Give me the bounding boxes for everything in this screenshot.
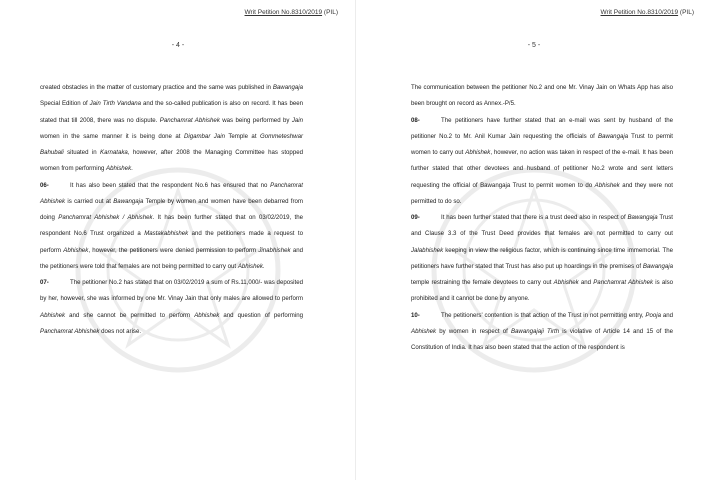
page-body-text (40, 80, 303, 340)
italic-term: Abhishek (237, 262, 263, 270)
italic-term: Panchamrat Abhishek (159, 116, 220, 124)
paragraph (40, 275, 303, 340)
text-run: . It has been further stated that on 03/02/2019, the respondent No.6 Trust organized a (40, 214, 304, 238)
italic-term: Jalabhishek (411, 246, 444, 254)
paragraph-number: 06- (40, 181, 49, 189)
case-type: (PIL) (678, 9, 694, 16)
paragraph (40, 80, 303, 178)
text-run: and (578, 279, 594, 286)
italic-term: Bawangaja (113, 197, 144, 205)
text-run: It has also been stated that the respondent No.6 has ensured that no (70, 181, 271, 189)
text-run: Temple by women and women have been debarred from doing (40, 197, 303, 221)
italic-term: Digambar Jain (183, 132, 225, 140)
document-page-right (356, 0, 712, 480)
italic-term: Abhishek (594, 181, 620, 189)
text-run: keeping in view the religious factor, which is continuing since time immemorial. The petitioners have further stated that Trust has also put up hoardings in the premises of (411, 246, 673, 270)
text-run: Trust to permit women to carry out (411, 132, 673, 156)
case-reference: Writ Petition No.8310/2019 (600, 9, 679, 16)
italic-term: Bawangaja (627, 214, 658, 221)
page-number: - 4 - (171, 42, 185, 49)
text-run: was being performed by (219, 116, 292, 124)
italic-term: Panchamrat Abhishek (40, 327, 100, 335)
text-run: , however, no action was taken in respect of the e-mail. It has been further stated that other devotees and husband of petitioner No.2 wrote and sent letters requesting the official of Bawangaja Trust to permit women to do (411, 149, 673, 189)
paragraph-number: 09- (411, 214, 420, 221)
italic-term: Abhishek (194, 311, 220, 319)
page-number: - 5 - (527, 42, 541, 49)
italic-term: Bawangaja (272, 84, 303, 91)
text-run: does not arise. (99, 327, 142, 335)
text-run: , however, after 2008 the Managing Committee has stopped women from performing (40, 149, 303, 173)
text-run: and she cannot be permitted to perform (65, 311, 195, 319)
text-run: is violative of Article 14 and 15 of the Constitution of India. It has also been stated that the action of the respondent is (411, 327, 674, 351)
text-run: It has been further stated that there is a trust deed also in respect of (441, 214, 628, 221)
italic-term: Pooja (645, 311, 661, 319)
italic-term: Bawangajaji Tirth (510, 327, 560, 335)
text-run: and question of performing (219, 311, 304, 319)
text-run: is carried out at (65, 197, 114, 205)
italic-term: Abhishek (465, 149, 491, 156)
italic-term: Bawangaja (597, 132, 629, 140)
paragraph (411, 210, 673, 308)
italic-term: Abhishek (411, 327, 437, 335)
text-run: by women in respect of (436, 327, 511, 335)
text-run: situated in (63, 149, 100, 156)
text-run: Special Edition of (40, 100, 90, 108)
italic-term: Bawangaja (642, 262, 673, 270)
paragraph (411, 80, 673, 113)
italic-term: Panchamrat Abhishek / Abhishek (58, 214, 153, 221)
paragraph-number: 07- (40, 279, 49, 286)
text-run: and the petitioners made a request to perform (40, 230, 303, 254)
italic-term: Abhishek (553, 279, 579, 286)
page-header (245, 9, 338, 16)
text-run: The petitioners' contention is that action of the Trust in not permitting entry, (441, 311, 646, 319)
text-run: The communication between the petitioner No.2 and one Mr. Vinay Jain on Whats App has also been brought on record as Annex.-P/5. (411, 84, 673, 108)
text-run: temple restraining the female devotees to carry out (411, 279, 554, 286)
text-run: Temple at (225, 132, 260, 140)
italic-term: Jain Tirth Vandana (89, 100, 142, 108)
italic-term: Abhishek (63, 246, 89, 254)
text-run: created obstacles in the matter of customary practice and the same was published in (40, 84, 273, 91)
text-run: and the petitioners were told that females are not being permitted to carry out (40, 246, 303, 270)
text-run: Trust and Clause 3.3 of the Trust Deed provides that females are not permitted to carry out (411, 214, 673, 238)
italic-term: Gommeteshwar Bahubali (40, 132, 303, 156)
italic-term: Mastakabhishek (144, 230, 189, 238)
text-run: women in the same manner it is being done at (40, 132, 184, 140)
case-type: (PIL) (322, 9, 338, 16)
italic-term: Abhishek (106, 165, 132, 173)
italic-term: Abhishek (40, 311, 66, 319)
text-run: and the so-called publication is also on record. It has been stated that till 2008, there was no dispute. (40, 100, 304, 124)
text-run: is also prohibited and it cannot be done by anyone. (411, 279, 674, 303)
paragraph-number: 10- (411, 311, 420, 319)
text-run: The petitioner No.2 has stated that on 03/02/2019 a sum of Rs.11,000/- was deposited by her, however, she was informed by one Mr. Vinay Jain that only males are allowed to perform (40, 279, 303, 303)
paragraph (40, 178, 303, 276)
paragraph-number: 08- (411, 116, 420, 124)
text-run: . (262, 262, 265, 270)
italic-term: Karnataka (100, 149, 128, 156)
page-header (601, 9, 694, 16)
text-run: and they were not permitted to do so. (411, 181, 673, 205)
italic-term: Panchamrat Abhishek (40, 181, 303, 205)
paragraph (411, 113, 673, 211)
page-body-text (411, 80, 673, 356)
text-run: The petitioners have further stated that an e-mail was sent by husband of the petitioner No.2 to Mr. Anil Kumar Jain requesting the officials of (411, 116, 673, 140)
text-run: and (660, 311, 673, 319)
case-reference: Writ Petition No.8310/2019 (244, 9, 323, 16)
italic-term: Panchamrat Abhishek (593, 279, 654, 286)
text-run: , however, the petitioners were denied permission to perform (88, 246, 259, 254)
italic-term: Jinabhishek (258, 246, 291, 254)
italic-term: Jain (291, 116, 303, 124)
text-run: . (131, 165, 133, 173)
paragraph (411, 308, 673, 357)
